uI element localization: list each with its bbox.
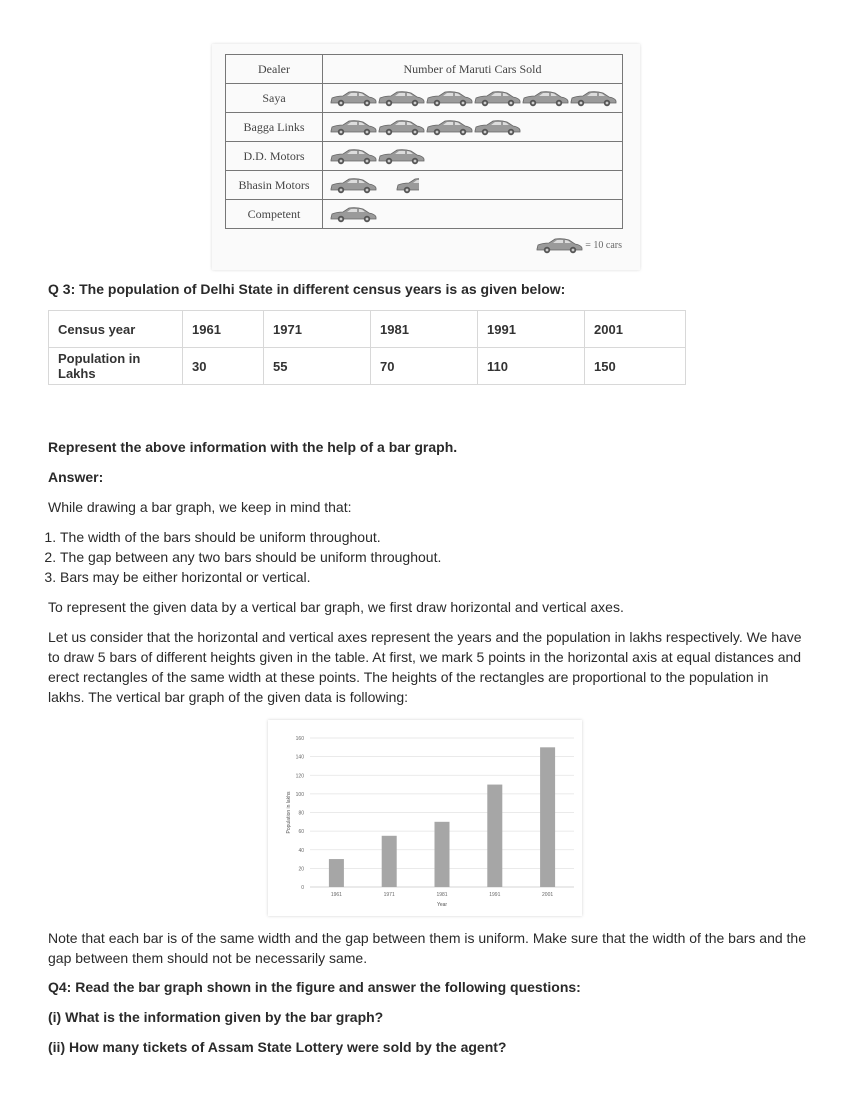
- x-tick-label: 1991: [489, 892, 501, 898]
- answer-paragraph: To represent the given data by a vertical bar graph, we first draw horizontal and vertical axes.: [48, 599, 624, 615]
- x-axis-label: Year: [436, 902, 448, 908]
- car-icon: [377, 148, 425, 165]
- pictograph-dealer: Bagga Links: [226, 113, 323, 142]
- car-icon: [329, 90, 377, 107]
- car-icon: [425, 119, 473, 136]
- bar-graph-rules-list: [32, 527, 441, 587]
- bar: [382, 836, 397, 887]
- y-tick-label: 0: [301, 885, 304, 891]
- q3-heading: Q 3: The population of Delhi State in different census years is as given below:: [48, 281, 566, 297]
- x-tick-label: 1981: [436, 892, 448, 898]
- car-icon: [521, 90, 569, 107]
- pictograph-dealer: Saya: [226, 84, 323, 113]
- car-icon: [377, 90, 425, 107]
- y-tick-label: 40: [298, 847, 304, 854]
- car-icon: [395, 177, 419, 194]
- y-tick-label: 20: [298, 866, 304, 873]
- census-cell: Population in Lakhs: [49, 348, 183, 385]
- census-row: [49, 348, 686, 385]
- pictograph-cars: [323, 113, 623, 142]
- car-icon: [329, 177, 377, 194]
- y-tick-label: 100: [295, 791, 304, 798]
- pictograph-cars: [323, 142, 623, 171]
- y-tick-label: 80: [298, 810, 304, 817]
- census-cell: 1961: [183, 311, 264, 348]
- census-cell: 150: [585, 348, 686, 385]
- x-tick-label: 2001: [542, 892, 554, 898]
- pictograph-row: [226, 171, 623, 200]
- pictograph-image: [212, 44, 640, 270]
- pictograph-cars: [323, 84, 623, 113]
- car-icon: [329, 206, 377, 223]
- census-cell: 1991: [478, 311, 585, 348]
- bar-chart: [268, 720, 582, 916]
- list-item: 1. The width of the bars should be uniform throughout.: [60, 527, 441, 547]
- pictograph-row: [226, 200, 623, 229]
- census-table: [48, 310, 686, 385]
- census-cell: 110: [478, 348, 585, 385]
- x-tick-label: 1961: [330, 892, 342, 898]
- census-cell: 1981: [371, 311, 478, 348]
- car-icon: [377, 119, 425, 136]
- car-icon: [569, 90, 617, 107]
- bar: [329, 859, 344, 887]
- census-row: [49, 311, 686, 348]
- y-tick-label: 140: [295, 754, 304, 761]
- car-icon: [329, 119, 377, 136]
- car-icon: [473, 90, 521, 107]
- y-tick-label: 120: [295, 773, 304, 780]
- bar: [435, 822, 450, 887]
- q3-instruction: Represent the above information with the help of a bar graph.: [48, 439, 458, 455]
- census-cell: 1971: [264, 311, 371, 348]
- pictograph-header-dealer: Dealer: [226, 55, 323, 84]
- q4-part-ii: (ii) How many tickets of Assam State Lottery were sold by the agent?: [48, 1039, 507, 1055]
- car-icon: [535, 237, 583, 254]
- pictograph-cars: [323, 200, 623, 229]
- car-icon: [473, 119, 521, 136]
- census-cell: 70: [371, 348, 478, 385]
- y-tick-label: 160: [295, 736, 304, 742]
- pictograph-dealer: D.D. Motors: [226, 142, 323, 171]
- q4-heading: Q4: Read the bar graph shown in the figure and answer the following questions:: [48, 979, 581, 995]
- pictograph-table: [225, 54, 623, 229]
- car-icon: [329, 148, 377, 165]
- pictograph-dealer: Competent: [226, 200, 323, 229]
- pictograph-row: [226, 113, 623, 142]
- census-cell: Census year: [49, 311, 183, 348]
- answer-intro: While drawing a bar graph, we keep in mind that:: [48, 499, 352, 515]
- y-axis-label: Population in lakhs: [286, 791, 292, 834]
- census-cell: 2001: [585, 311, 686, 348]
- pictograph-key: [535, 237, 622, 254]
- bar: [540, 747, 555, 887]
- pictograph-cars: [323, 171, 623, 200]
- bar-chart-image: [268, 720, 582, 916]
- q4-part-i: (i) What is the information given by the bar graph?: [48, 1009, 384, 1025]
- pictograph-dealer: Bhasin Motors: [226, 171, 323, 200]
- x-tick-label: 1971: [383, 892, 395, 898]
- bar: [487, 785, 502, 887]
- census-cell: 30: [183, 348, 264, 385]
- census-cell: 55: [264, 348, 371, 385]
- list-item: 2. The gap between any two bars should be uniform throughout.: [60, 547, 441, 567]
- car-icon: [425, 90, 473, 107]
- list-item: 3. Bars may be either horizontal or vertical.: [60, 567, 441, 587]
- y-tick-label: 60: [298, 829, 304, 836]
- pictograph-header-cars: Number of Maruti Cars Sold: [323, 55, 623, 84]
- pictograph-row: [226, 142, 623, 171]
- answer-paragraph: Let us consider that the horizontal and vertical axes represent the years and the population in lakhs respectively. We have to draw 5 bars of different heights given in the table. At first, we mark 5 points in the horizontal axis at equal distances and erect rectangles of the same width at these points. The heights of the rectangles are proportional to the population in lakhs. The vertical bar graph of the given data is following:: [48, 629, 802, 705]
- pictograph-row: [226, 84, 623, 113]
- note-paragraph: Note that each bar is of the same width and the gap between them is uniform. Make sure that the width of the bars and the gap between them should not be necessarily same.: [48, 930, 806, 966]
- answer-label: Answer:: [48, 469, 104, 485]
- pictograph-header-row: [226, 55, 623, 84]
- pictograph-key-text: = 10 cars: [585, 240, 622, 251]
